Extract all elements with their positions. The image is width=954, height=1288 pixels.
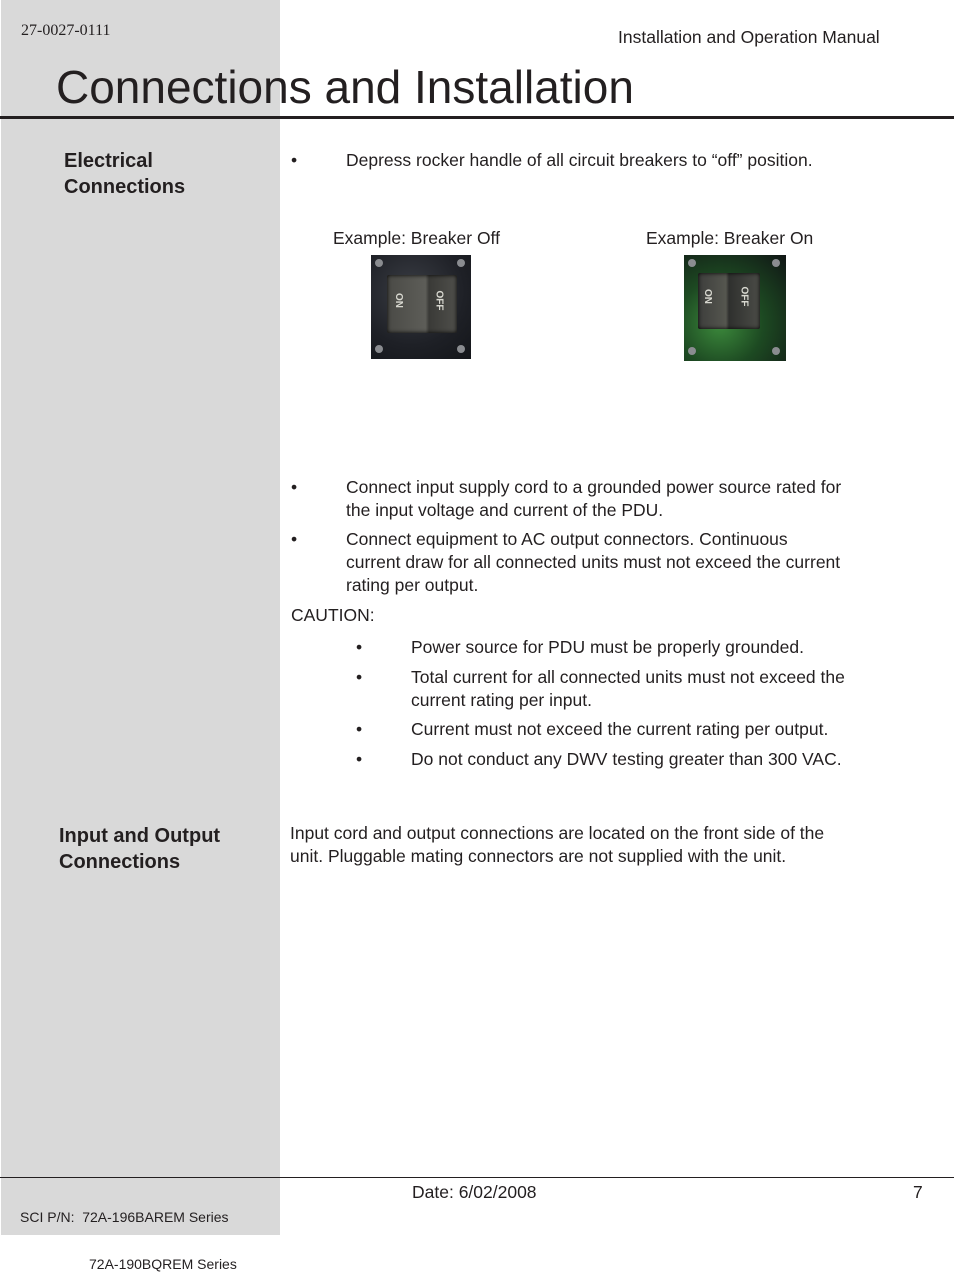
- bullet-text-line: the input voltage and current of the PDU.: [346, 500, 664, 520]
- screw-icon: [457, 259, 465, 267]
- bullet-glyph: •: [291, 529, 298, 549]
- section-heading-line: Connections: [64, 176, 186, 198]
- bullet-text: Power source for PDU must be properly grounded.: [411, 637, 804, 657]
- bullet-text-line: Total current for all connected units must not exceed the: [411, 667, 845, 687]
- screw-icon: [688, 347, 696, 355]
- section-heading-input-output-connections: [59, 823, 220, 875]
- bullet-text: [346, 528, 840, 597]
- rocker-on-mark: ON: [702, 289, 713, 304]
- bullet-item-input-supply: [291, 476, 891, 522]
- page-number: 7: [913, 1182, 923, 1202]
- screw-icon: [375, 259, 383, 267]
- footer-part-number-line: SCI P/N: 72A-196BAREM Series: [20, 1209, 229, 1225]
- rocker-off-mark: OFF: [738, 286, 750, 307]
- screw-icon: [375, 345, 383, 353]
- bullet-text: Depress rocker handle of all circuit breakers to “off” position.: [346, 150, 813, 170]
- bullet-glyph: •: [356, 719, 363, 739]
- document-number: 27-0027-0111: [21, 22, 111, 39]
- footer-divider: [0, 1177, 954, 1178]
- example-breaker-on-label: Example: Breaker On: [646, 228, 814, 248]
- rocker-on-mark: ON: [393, 293, 404, 308]
- screw-icon: [772, 347, 780, 355]
- page-title: Connections and Installation: [56, 61, 634, 113]
- bullet-glyph: •: [356, 749, 363, 769]
- bullet-glyph: •: [291, 150, 298, 170]
- screw-icon: [457, 345, 465, 353]
- caution-label: CAUTION:: [291, 605, 375, 625]
- section-heading-line: Input and Output: [59, 825, 221, 847]
- footer-part-number-line: 72A-190BQREM Series: [89, 1255, 237, 1272]
- bullet-text-line: Connect input supply cord to a grounded power source rated for: [346, 477, 842, 497]
- rocker-handle: [387, 275, 457, 333]
- bullet-item-equipment: [291, 528, 891, 597]
- breaker-on-image: [684, 255, 786, 361]
- bullet-text: [411, 666, 845, 712]
- io-connections-paragraph: [290, 822, 890, 868]
- bullet-text: [346, 476, 841, 522]
- section-heading-line: Electrical: [64, 150, 153, 172]
- footer-part-number: [20, 1179, 237, 1288]
- bullet-glyph: •: [356, 637, 363, 657]
- paragraph-line: unit. Pluggable mating connectors are not supplied with the unit.: [290, 846, 787, 866]
- bullet-text: Do not conduct any DWV testing greater than 300 VAC.: [411, 749, 842, 769]
- rocker-handle: [698, 273, 760, 329]
- screw-icon: [772, 259, 780, 267]
- screw-icon: [688, 259, 696, 267]
- bullet-glyph: •: [291, 477, 298, 497]
- footer-date: Date: 6/02/2008: [412, 1182, 537, 1202]
- rocker-off-mark: OFF: [433, 290, 445, 311]
- bullet-text-line: rating per output.: [346, 575, 479, 595]
- caution-item: [356, 666, 896, 712]
- bullet-text-line: Connect equipment to AC output connectors. Continuous: [346, 529, 788, 549]
- section-heading-line: Connections: [59, 851, 181, 873]
- bullet-glyph: •: [356, 667, 363, 687]
- example-breaker-off-label: Example: Breaker Off: [333, 228, 500, 248]
- paragraph-line: Input cord and output connections are located on the front side of the: [290, 823, 825, 843]
- title-divider: [0, 116, 954, 119]
- bullet-text-line: current rating per input.: [411, 690, 592, 710]
- breaker-off-image: [371, 255, 471, 359]
- bullet-text-line: current draw for all connected units must not exceed the current: [346, 552, 841, 572]
- section-heading-electrical-connections: [64, 148, 185, 200]
- bullet-text: Current must not exceed the current rating per output.: [411, 719, 829, 739]
- manual-title: Installation and Operation Manual: [618, 27, 880, 47]
